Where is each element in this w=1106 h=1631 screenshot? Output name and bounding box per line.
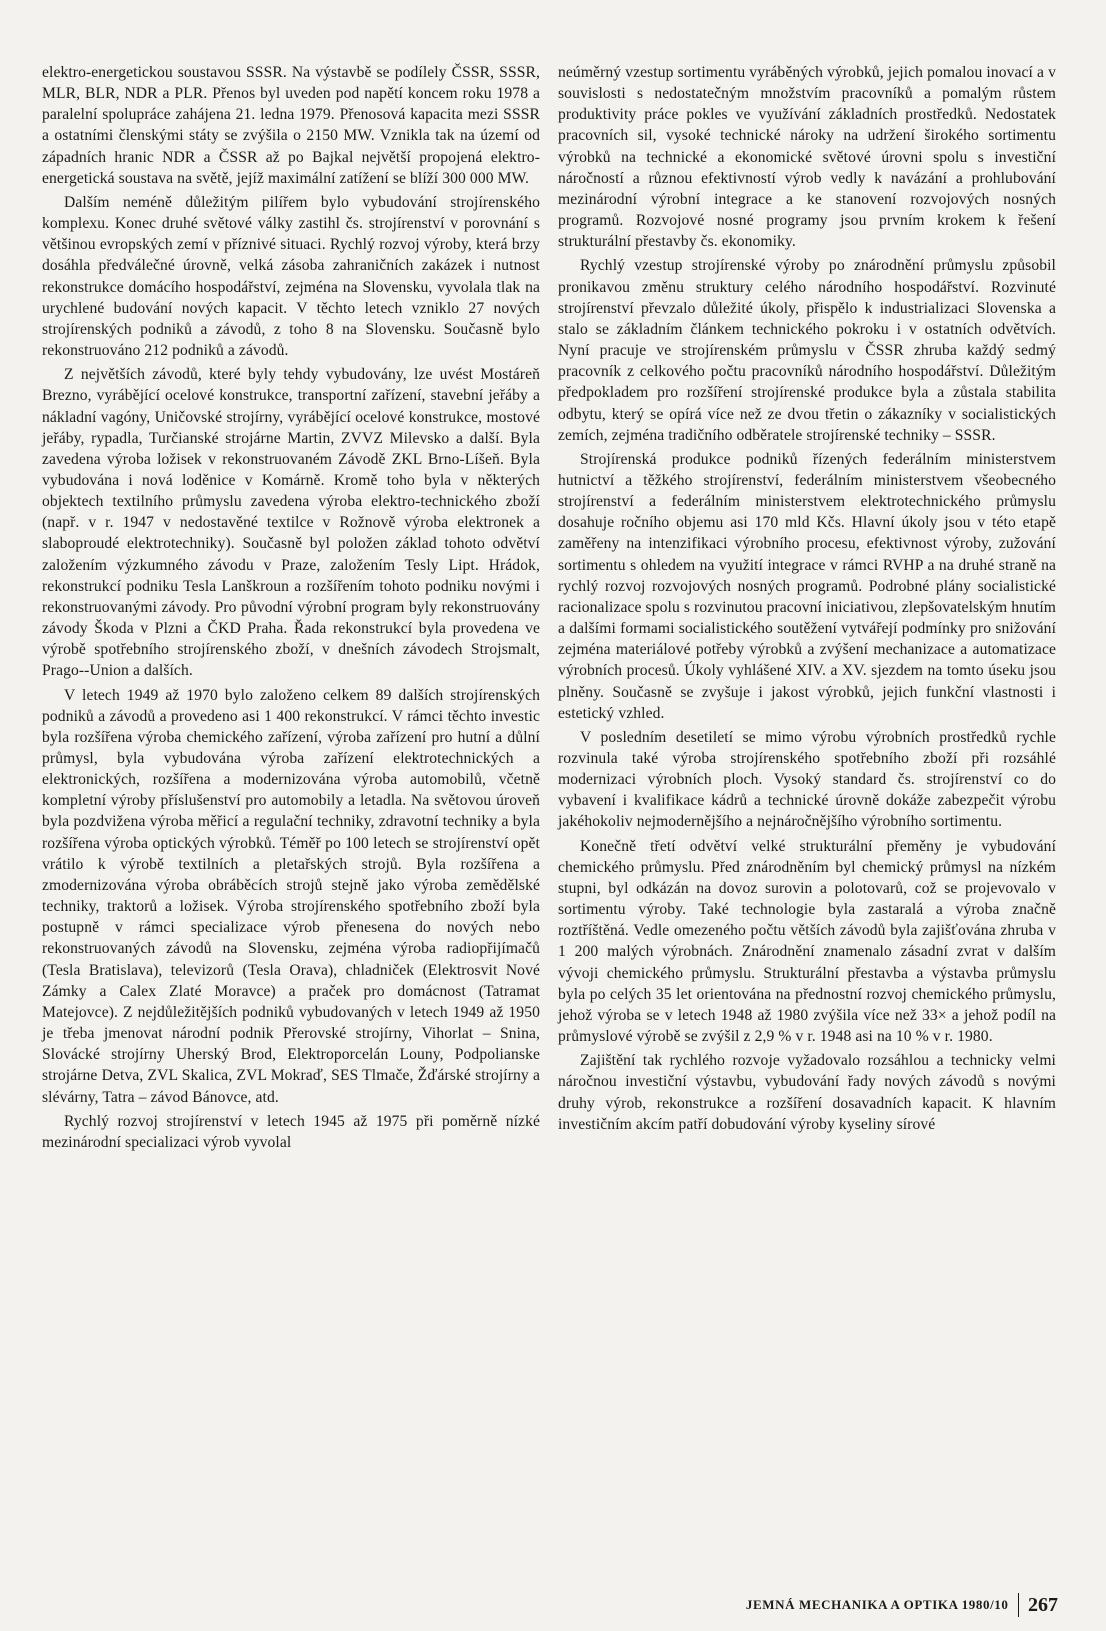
paragraph: Zajištění tak rychlého rozvoje vyžadovalo rozsáhlou a technicky velmi náročnou investiční výstavbu, vybudování řady nových závodů s novými druhy výrob, rekonstrukce a rozšíření dosavadních kapacit. K hlavním investičním akcím patří dobudování výroby kyseliny sírové <box>558 1052 1056 1133</box>
paragraph: Strojírenská produkce podniků řízených federálním ministerstvem hutnictví a těžkého strojírenství, federálním ministerstvem všeobecného strojírenství a federálním ministerstvem elektrotechnického průmyslu dosahuje ročního objemu asi 170 mld Kčs. Hlavní úkoly jsou v této etapě zaměřeny na intenzifikaci výrobního procesu, efektivnost výroby, zužování sortimentu s ohledem na využití integrace v rámci RVHP a na druhé straně na rychlý rozvoj rozvojových nosných programů. Podrobné plány socialistické racionalizace spolu s rozvinutou pracovní iniciativou, zlepšovatelským hnutím a dalšími formami socialistického soutěžení vytvářejí podmínky pro snižování zejména materiálové potřeby výrobků a zvýšení mechanizace a automatizace výrobních procesů. Úkoly vyhlášené XIV. a XV. sjezdem na tomto úseku jsou plněny. Současně se zvyšuje i jakost výrobků, jejich funkční vlastnosti i estetický vzhled. <box>558 450 1056 722</box>
paragraph: Rychlý vzestup strojírenské výroby po znárodnění průmyslu způsobil pronikavou změnu struktury celého národního hospodářství. Rozvinuté strojírenství převzalo důležité úkoly, přispělo k industrializaci Slovenska a stalo se základním článkem technického pokroku i v ostatních odvětvích. Nyní pracuje ve strojírenském průmyslu v ČSSR zhruba každý sedmý pracovník z celkového počtu pracovníků národního hospodářství. Důležitým předpokladem pro rozšíření strojírenské produkce byla a zůstala stabilita odbytu, který se opírá více než ze dvou třetin o zákazníky v socialistických zemích, zejména tradičního odběratele strojírenské techniky – SSSR. <box>558 257 1056 444</box>
paragraph: elektro-energetickou soustavou SSSR. Na výstavbě se podílely ČSSR, SSSR, MLR, BLR, NDR a PLR. Přenos byl uveden pod napětí koncem roku 1978 a paralelní spolupráce zahájena 21. ledna 1979. Přenosová kapacita mezi SSSR a ostatními členskými státy se zvýšila o 2150 MW. Vznikla tak na území od západních hranic NDR a ČSSR až po Bajkal největší propojená elektro-energetická soustava na světě, jejíž maximální zatížení se blíží 300 000 MW. <box>42 64 540 187</box>
paragraph: Dalším neméně důležitým pilířem bylo vybudování strojírenského komplexu. Konec druhé světové války zastihl čs. strojírenství v porovnání s většinou evropských zemí v příznivé situaci. Rychlý rozvoj výroby, která brzy dosáhla předválečné úrovně, velká zásoba zahraničních zakázek i nutnost rekonstrukce domácího hospodářství, zejména na Slovensku, vyvolala tlak na urychlené budování nových kapacit. V těchto letech vzniklo 27 nových strojírenských podniků a závodů, z toho 8 na Slovensku. Současně bylo rekonstruováno 212 podniků a závodů. <box>42 193 540 360</box>
footer-divider <box>1018 1593 1020 1617</box>
journal-title: JEMNÁ MECHANIKA A OPTIKA 1980/10 <box>745 1597 1009 1612</box>
paragraph: Rychlý rozvoj strojírenství v letech 1945 až 1975 při poměrně nízké mezinárodní specializaci výrob vyvolal <box>42 1112 540 1151</box>
page-number: 267 <box>1028 1593 1058 1616</box>
paragraph: neúměrný vzestup sortimentu vyráběných výrobků, jejich pomalou inovací a v souvislosti s nedostatečným množstvím pracovníků a pomalým růstem produktivity práce pokles ve využívání základních prostředků. Nedostatek pracovních sil, vysoké technické nároky na udržení širokého sortimentu výrobků na technické a ekonomické světové úrovni spolu s investiční náročností a různou efektivností výrob vedly k navázání a prohlubování mezinárodní výrobní integrace a ke stanovení rozvojových nosných programů. Rozvojové nosné programy jsou prvním krokem k řešení strukturální přestavby čs. ekonomiky. <box>558 64 1056 251</box>
paragraph: V posledním desetiletí se mimo výrobu výrobních prostředků rychle rozvinula také výroba strojírenského spotřebního zboží při rozsáhlé modernizaci výrobních ploch. Vysoký standard čs. strojírenství co do vybavení i kvalifikace kádrů a technické úrovně dokáže zabezpečit výrobu jakéhokoliv nejmodernějšího a nejnáročnějšího výrobního sortimentu. <box>558 728 1056 831</box>
paragraph: V letech 1949 až 1970 bylo založeno celkem 89 dalších strojírenských podniků a závodů a provedeno asi 1 400 rekonstrukcí. V rámci těchto investic byla rozšířena výroba chemického zařízení, výroba zařízení pro hutní a důlní průmysl, byla vybudována výroba zařízení elektrotechnických a elektronických, rozšířena a modernizována výroba automobilů, včetně kompletní výroby příslušenství pro automobily a letadla. Na světovou úroveň byla pozdvižena výroba měřicí a regulační techniky, zdravotní techniky a byla rozšířena výroba optických výrobků. Téměř po 100 letech se strojírenství opět vrátilo k výrobě textilních a pletařských strojů. Byla rozšířena a zmodernizována výroba obráběcích strojů stejně jako výroba zemědělské techniky, traktorů a ložisek. Výroba strojírenského spotřebního zboží byla postupně v rámci specializace výrob přenesena do nových nebo rekonstruovaných závodů na Slovensku, zejména výroba radiopřijímačů (Tesla Bratislava), televizorů (Tesla Orava), chladniček (Elektrosvit Nové Zámky a Calex Zlaté Moravce) a praček pro domácnost (Tatramat Matejovce). Z nejdůležitějších podniků vybudovaných v letech 1949 až 1950 je třeba jmenovat národní podnik Přerovské strojírny, Vihorlat – Snina, Slovácké strojírny Uherský Brod, Elektroporcelán Louny, Podpolianske strojárne Detva, ZVL Skalica, ZVL Mokraď, SES Tlmače, Žďárské strojírny a slévárny, Tatra – závod Bánovce, atd. <box>42 686 540 1106</box>
paragraph: Z největších závodů, které byly tehdy vybudovány, lze uvést Mostáreň Brezno, vyrábějící ocelové konstrukce, transportní zařízení, stavební jeřáby a nákladní vagóny, Uničovské strojírny, vyrábějící ocelové konstrukce, mostové jeřáby, rypadla, Turčianské strojárne Martin, ZVVZ Milevsko a další. Byla zavedena výroba ložisek v rekonstruovaném Závodě ZKL Brno-Líšeň. Byla vybudována i nová loděnice v Komárně. Kromě toho byla v některých objektech textilního průmyslu zavedena výroba elektro-technického zboží (např. v r. 1947 v nedostavěné textilce v Rožnově výroba elektronek a slaboproudé elektrotechniky). Současně byl položen základ tohoto odvětví založením výzkumného závodu v Praze, založením Tesly Lipt. Hrádok, rekonstrukcí podniku Tesla Lanškroun a rozšířením tohoto podniku novými i rekonstruovanými závody. Pro původní výrobní program byly rekonstruovány závody Škoda v Plzni a ČKD Praha. Řada rekonstrukcí byla provedena ve výrobě spotřebního strojírenského zboží, v dnešních závodech Strojsmalt, Prago--Union a dalších. <box>42 366 540 680</box>
paragraph: Konečně třetí odvětví velké strukturální přeměny je vybudování chemického průmyslu. Před znárodněním byl chemický průmysl na nízkém stupni, byl odkázán na dovoz surovin a polotovarů, což se projevovalo v sortimentu výroby. Také technologie byla zastaralá a výroba značně roztříštěná. Vedle omezeného počtu větších závodů byla zajišťována zhruba v 1 200 malých výrobnách. Znárodnění znamenalo zásadní zvrat v dalším vývoji chemického průmyslu. Strukturální přestavba a výstavba průmyslu byla po celých 35 let orientována na přednostní rozvoj chemického průmyslu, jehož výroba se v letech 1948 až 1980 zvýšila více než 33× a jehož podíl na průmyslové výrobě se zvýšil z 2,9 % v r. 1948 asi na 10 % v r. 1980. <box>558 837 1056 1046</box>
right-column <box>558 62 1056 1138</box>
page-footer <box>746 1591 1058 1619</box>
left-column <box>42 62 540 1156</box>
